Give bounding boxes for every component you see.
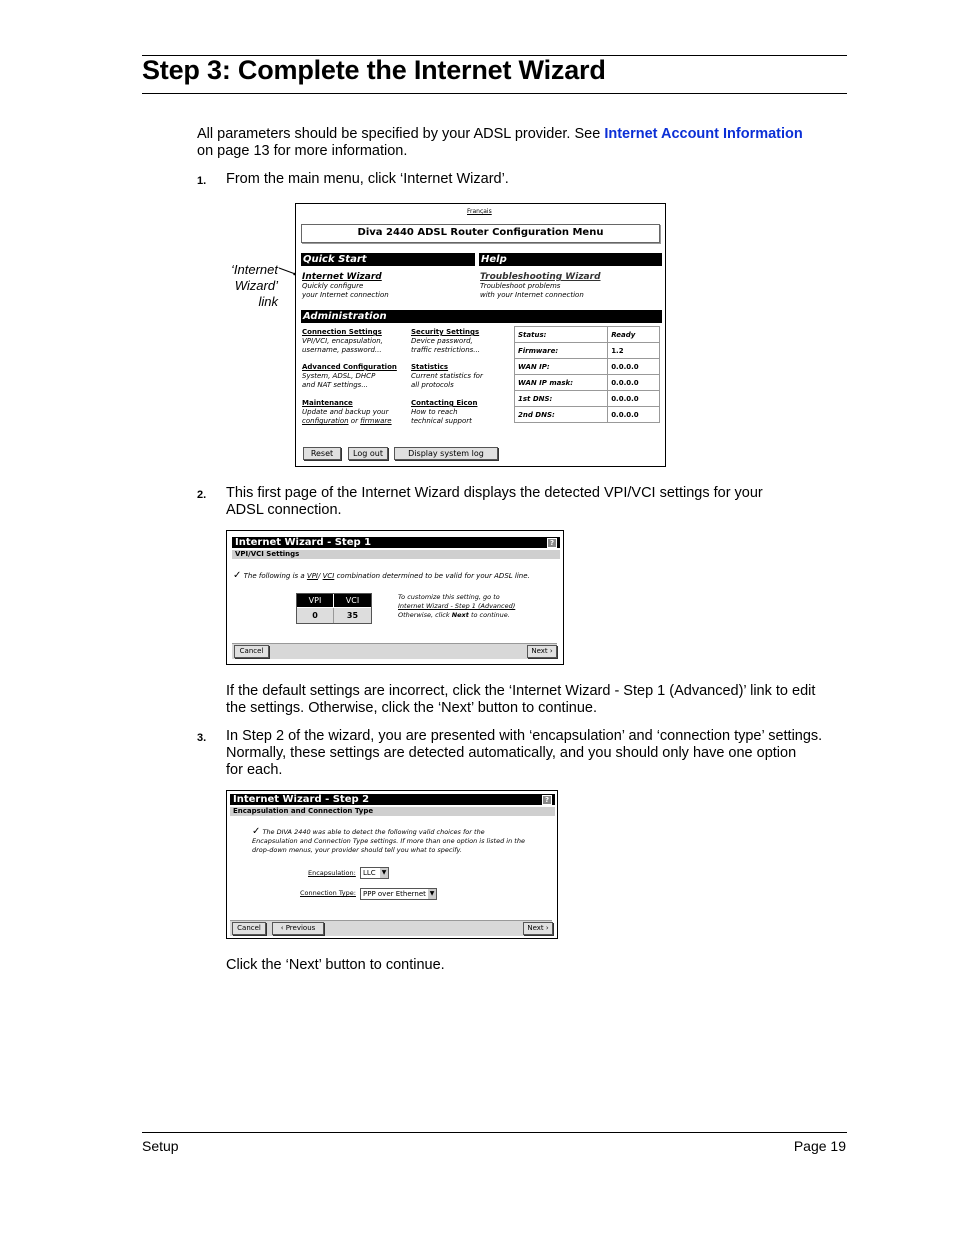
after-step3-text: Click the ‘Next’ button to continue. <box>226 957 445 973</box>
advanced-wizard-link[interactable]: Internet Wizard - Step 1 (Advanced) <box>398 602 516 610</box>
vci-header: VCI <box>334 594 371 607</box>
step-1-text: From the main menu, click ‘Internet Wizard’. <box>226 171 509 187</box>
admin-item-advanced: Advanced Configuration System, ADSL, DHCP and NAT settings... <box>302 363 397 389</box>
configuration-link[interactable]: configuration <box>302 417 349 425</box>
vpi-vci-table <box>296 593 372 624</box>
wizard2-message: ✓ The DIVA 2440 was able to detect the following valid choices for the Encapsulation and Connection Type settings. If more than one option is listed in the drop-down menus, your provider should tell you what to specify. <box>252 826 525 854</box>
main-menu-screenshot <box>295 203 666 467</box>
status-row: Status: Ready <box>515 327 660 343</box>
wizard1-title: Internet Wizard - Step 1 <box>235 537 372 548</box>
wizard2-title-bar <box>230 794 555 805</box>
security-settings-link[interactable]: Security Settings <box>411 328 480 336</box>
help-header: Help <box>479 253 662 266</box>
maintenance-link[interactable]: Maintenance <box>302 399 353 407</box>
after-step2-text: If the default settings are incorrect, click the ‘Internet Wizard - Step 1 (Advanced)’ link to edit the settings. Otherwise, click the ‘Next’ button to continue. <box>226 683 816 716</box>
wizard1-message: ✓ The following is a VPI/ VCI combination determined to be valid for your ADSL line. <box>233 570 530 581</box>
checkmark-icon: ✓ <box>233 570 242 581</box>
wizard1-button-bar <box>232 643 557 659</box>
wizard1-title-bar <box>232 537 560 548</box>
page-title: Step 3: Complete the Internet Wizard <box>142 55 606 85</box>
chevron-down-icon: ▼ <box>429 890 435 897</box>
contacting-eicon-link[interactable]: Contacting Eicon <box>411 399 478 407</box>
admin-item-contact: Contacting Eicon How to reach technical support <box>411 399 478 425</box>
help-icon[interactable]: ? <box>542 795 552 805</box>
admin-item-connection: Connection Settings VPI/VCI, encapsulation, username, password... <box>302 328 383 354</box>
statistics-link[interactable]: Statistics <box>411 363 449 371</box>
chevron-down-icon: ▼ <box>381 869 387 876</box>
wizard-step2-screenshot <box>226 790 558 939</box>
admin-item-security: Security Settings Device password, traffic restrictions... <box>411 328 480 354</box>
status-row: 1st DNS: 0.0.0.0 <box>515 391 660 407</box>
wizard1-subtitle: VPI/VCI Settings <box>232 550 560 559</box>
checkmark-icon: ✓ <box>252 826 261 837</box>
next-button[interactable]: Next › <box>523 922 553 935</box>
firmware-link[interactable]: firmware <box>360 417 392 425</box>
step-2-number: 2. <box>197 489 207 501</box>
system-log-button[interactable]: Display system log <box>394 447 498 460</box>
wizard2-subtitle: Encapsulation and Connection Type <box>230 807 555 816</box>
status-row: 2nd DNS: 0.0.0.0 <box>515 407 660 423</box>
connection-settings-link[interactable]: Connection Settings <box>302 328 382 336</box>
connection-type-select[interactable]: PPP over Ethernet ▼ <box>360 888 437 900</box>
wizard-link-callout: ‘Internet Wizard’ link <box>231 262 278 309</box>
admin-item-maintenance: Maintenance Update and backup your configuration or firmware <box>302 399 392 425</box>
vpi-link[interactable]: VPI <box>306 572 318 580</box>
status-row: WAN IP mask: 0.0.0.0 <box>515 375 660 391</box>
help-section: Troubleshooting Wizard Troubleshoot problems with your Internet connection <box>480 272 601 299</box>
connection-type-label: Connection Type: <box>300 889 356 897</box>
logout-button[interactable]: Log out <box>348 447 388 460</box>
vpi-value: 0 <box>297 608 334 623</box>
internet-wizard-link[interactable]: Internet Wizard <box>302 272 382 282</box>
status-table <box>514 326 660 423</box>
troubleshooting-wizard-link[interactable]: Troubleshooting Wizard <box>480 272 601 282</box>
admin-item-statistics: Statistics Current statistics for all protocols <box>411 363 483 389</box>
wizard2-title: Internet Wizard - Step 2 <box>233 794 370 805</box>
step-3-text: In Step 2 of the wizard, you are presented with ‘encapsulation’ and ‘connection type’ settings. Normally, these settings are detected automatically, and you should only have one option for each. <box>226 728 823 778</box>
vci-value: 35 <box>334 608 371 623</box>
footer-rule <box>142 1132 847 1133</box>
encapsulation-label: Encapsulation: <box>308 869 356 877</box>
title-rule <box>142 93 847 94</box>
cancel-button[interactable]: Cancel <box>232 922 266 935</box>
quick-start-section: Internet Wizard Quickly configure your Internet connection <box>302 272 389 299</box>
administration-header: Administration <box>301 310 662 323</box>
account-info-link[interactable]: Internet Account Information <box>604 126 803 142</box>
intro-text-1: All parameters should be specified by your ADSL provider. See <box>197 126 601 142</box>
vpi-header: VPI <box>297 594 334 607</box>
intro-paragraph <box>197 126 857 160</box>
page-number: Page 19 <box>793 1138 846 1154</box>
previous-button[interactable]: ‹ Previous <box>272 922 324 935</box>
wizard1-customize-note: To customize this setting, go to Internet Wizard - Step 1 (Advanced) Otherwise, click Next to continue. <box>398 593 516 619</box>
quick-start-header: Quick Start <box>301 253 475 266</box>
vci-link[interactable]: VCI <box>322 572 335 580</box>
step-1-number: 1. <box>197 175 207 187</box>
cancel-button[interactable]: Cancel <box>234 645 269 658</box>
status-row: WAN IP: 0.0.0.0 <box>515 359 660 375</box>
language-link[interactable]: Français <box>467 208 492 215</box>
intro-text-2: on page 13 for more information. <box>197 143 408 159</box>
next-button[interactable]: Next › <box>527 645 557 658</box>
footer-section: Setup <box>142 1138 179 1154</box>
encapsulation-select[interactable]: LLC ▼ <box>360 867 389 879</box>
wizard-step1-screenshot <box>226 530 564 665</box>
advanced-configuration-link[interactable]: Advanced Configuration <box>302 363 397 371</box>
help-icon[interactable]: ? <box>547 538 557 548</box>
step-2-text: This first page of the Internet Wizard displays the detected VPI/VCI settings for your ADSL connection. <box>226 485 763 518</box>
reset-button[interactable]: Reset <box>303 447 341 460</box>
status-row: Firmware: 1.2 <box>515 343 660 359</box>
menu-title: Diva 2440 ADSL Router Configuration Menu <box>357 227 604 238</box>
step-3-number: 3. <box>197 732 207 744</box>
